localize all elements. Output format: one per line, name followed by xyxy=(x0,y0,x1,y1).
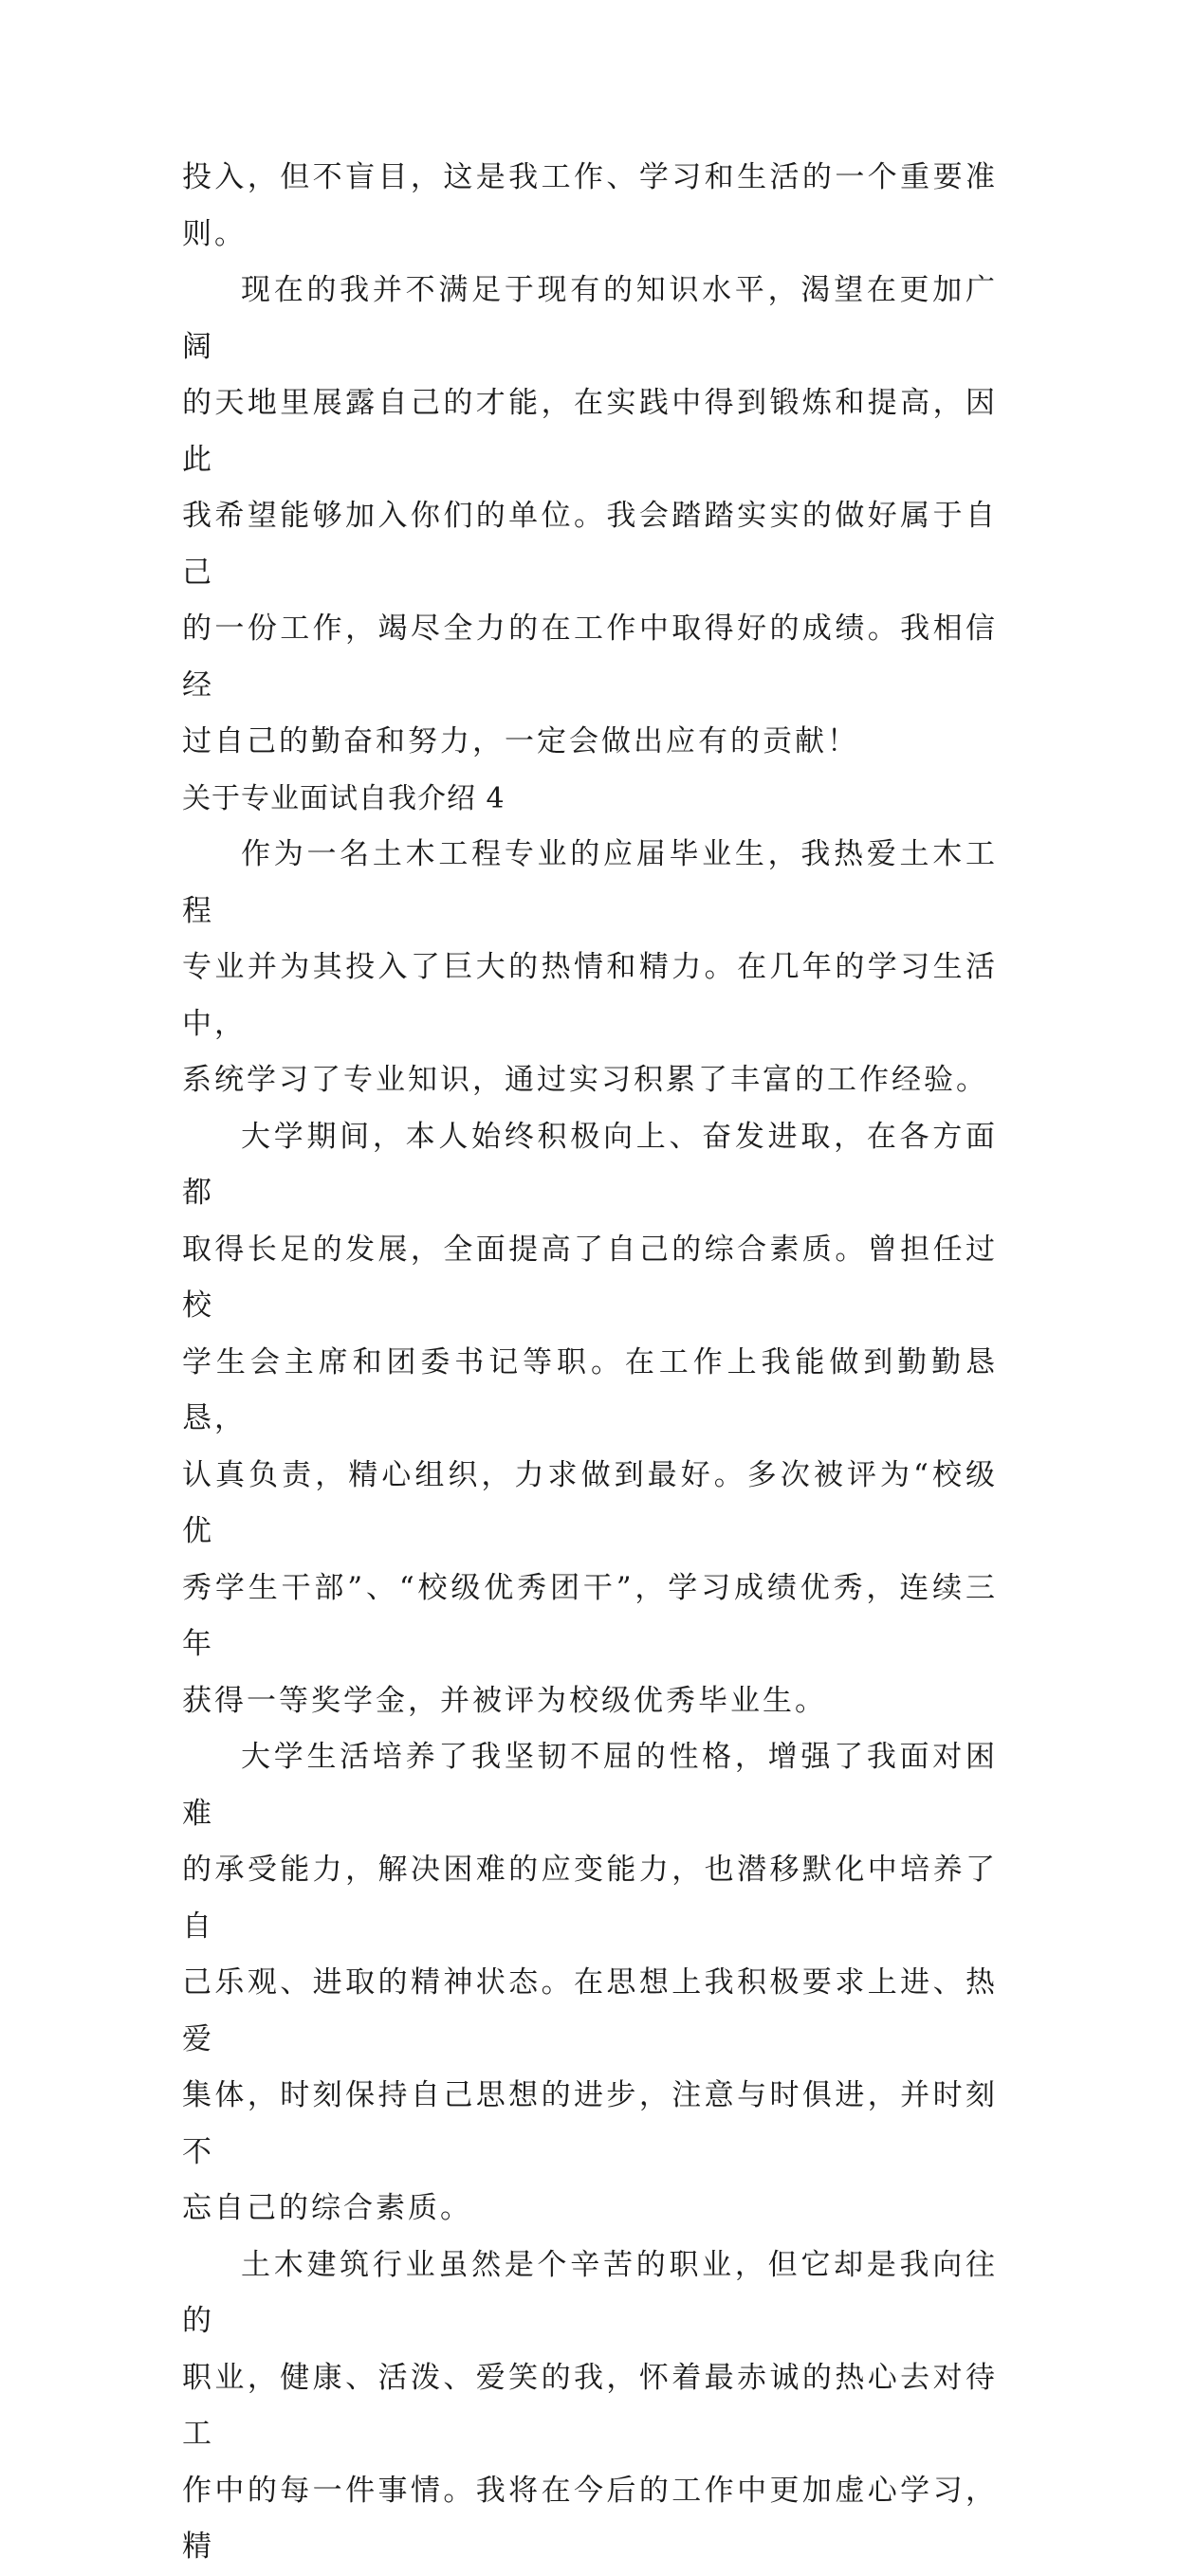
paragraph: 作为一名土木工程专业的应届毕业生，我热爱土木工程 专业并为其投入了巨大的热情和精力。在几年的学习生活中， 系统学习了专业知识，通过实习积累了丰富的工作经验。 xyxy=(182,837,998,1097)
paragraph: 土木建筑行业虽然是个辛苦的职业，但它却是我向往的 职业，健康、活泼、爱笑的我，怀着最赤诚的热心去对待工 作中的每一件事情。我将在今后的工作中更加虚心学习，精 xyxy=(182,2247,998,2564)
paragraph-continuation: 投入，但不盲目，这是我工作、学习和生活的一个重要准则。 xyxy=(182,160,998,251)
paragraph: 大学期间，本人始终积极向上、奋发进取，在各方面都 取得长足的发展，全面提高了自己的综合素质。曾担任过校 学生会主席和团委书记等职。在工作上我能做到勤勤恳恳， 认真负责，精心组织，力求做到最好。多次被评为“校级优 秀学生干部”、“校级优秀团干”，学习成绩优秀，连续三年 获得一等奖学金，并被评为校级优秀毕业生。 xyxy=(182,1119,998,1718)
paragraph: 大学生活培养了我坚韧不屈的性格，增强了我面对困难 的承受能力，解决困难的应变能力，也潜移默化中培养了自 己乐观、进取的精神状态。在思想上我积极要求上进、热爱 集体，时刻保持自己思想的进步，注意与时俱进，并时刻不 忘自己的综合素质。 xyxy=(182,1740,998,2225)
paragraph: 现在的我并不满足于现有的知识水平，渴望在更加广阔 的天地里展露自己的才能，在实践中得到锻炼和提高，因此 我希望能够加入你们的单位。我会踏踏实实的做好属于自己 的一份工作，竭尽全力的在工作中取得好的成绩。我相信经 过自己的勤奋和努力，一定会做出应有的贡献！ xyxy=(182,273,998,758)
section-heading: 关于专业面试自我介绍 4 xyxy=(182,781,506,815)
document-body xyxy=(182,150,998,2576)
